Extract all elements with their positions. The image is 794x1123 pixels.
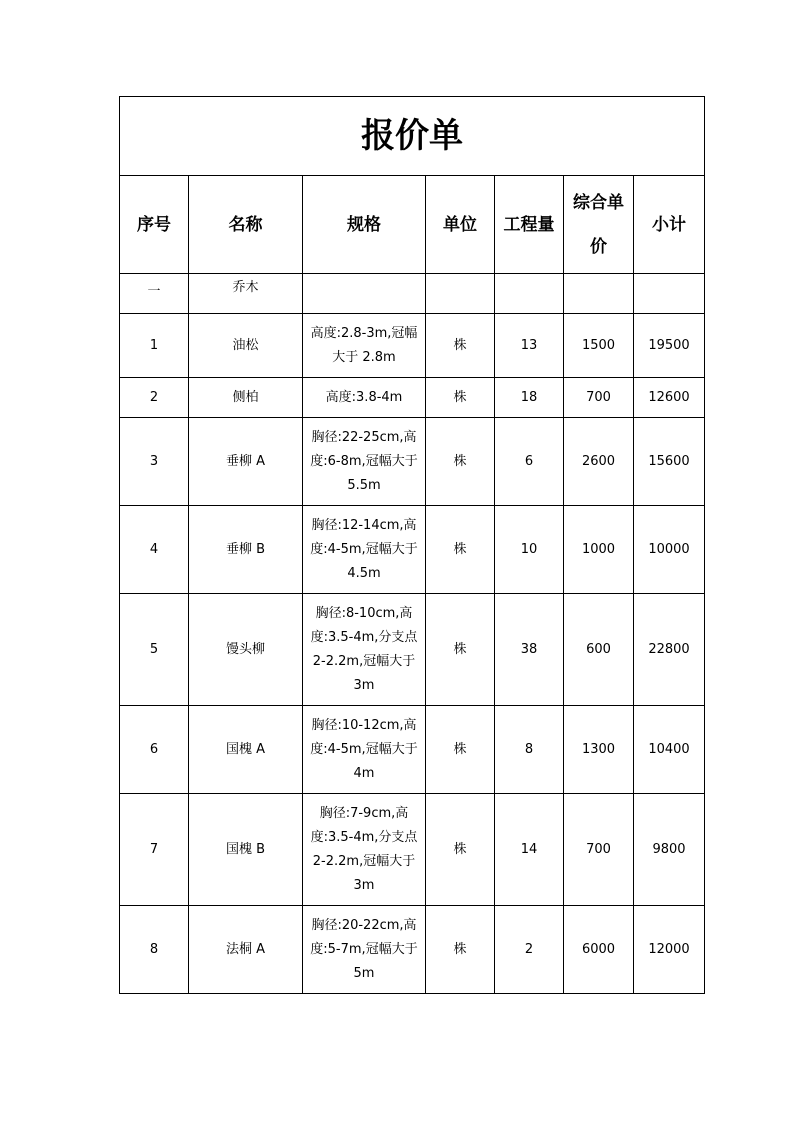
cell-name: 法桐 A	[189, 906, 303, 994]
header-unit-price: 综合单价	[564, 176, 634, 274]
cell-spec: 胸径:20-22cm,高度:5-7m,冠幅大于 5m	[303, 906, 426, 994]
cell-unit: 株	[426, 906, 495, 994]
table-row	[120, 418, 705, 506]
category-seq: 一	[120, 274, 189, 314]
cell-quantity: 38	[495, 594, 564, 706]
cell-spec: 高度:2.8-3m,冠幅大于 2.8m	[303, 314, 426, 378]
cell-quantity: 6	[495, 418, 564, 506]
table-row	[120, 594, 705, 706]
cell-seq: 2	[120, 378, 189, 418]
quote-table	[119, 96, 705, 994]
cell-quantity: 8	[495, 706, 564, 794]
table-row	[120, 794, 705, 906]
cell-seq: 8	[120, 906, 189, 994]
cell-unit: 株	[426, 594, 495, 706]
cell-quantity: 2	[495, 906, 564, 994]
document-title: 报价单	[120, 97, 705, 176]
cell-subtotal: 22800	[634, 594, 705, 706]
cell-seq: 4	[120, 506, 189, 594]
cell-subtotal: 15600	[634, 418, 705, 506]
cell-unit-price: 1500	[564, 314, 634, 378]
cell-unit-price: 700	[564, 794, 634, 906]
cell-unit: 株	[426, 794, 495, 906]
table-row	[120, 314, 705, 378]
cell-subtotal: 19500	[634, 314, 705, 378]
cell-seq: 5	[120, 594, 189, 706]
cell-unit-price: 2600	[564, 418, 634, 506]
cell-unit: 株	[426, 314, 495, 378]
cell-name: 国槐 A	[189, 706, 303, 794]
cell-spec: 胸径:22-25cm,高度:6-8m,冠幅大于 5.5m	[303, 418, 426, 506]
header-name: 名称	[189, 176, 303, 274]
cell-unit: 株	[426, 506, 495, 594]
cell-name: 国槐 B	[189, 794, 303, 906]
table-row	[120, 506, 705, 594]
cell-unit-price: 700	[564, 378, 634, 418]
cell-unit: 株	[426, 378, 495, 418]
table-row	[120, 706, 705, 794]
cell-unit-price: 600	[564, 594, 634, 706]
cell-quantity: 18	[495, 378, 564, 418]
header-row	[120, 176, 705, 274]
cell-spec: 高度:3.8-4m	[303, 378, 426, 418]
cell-name: 油松	[189, 314, 303, 378]
cell-name: 侧柏	[189, 378, 303, 418]
cell-quantity: 10	[495, 506, 564, 594]
category-name: 乔木	[189, 274, 303, 314]
cell-unit-price: 1000	[564, 506, 634, 594]
header-spec: 规格	[303, 176, 426, 274]
cell-spec: 胸径:12-14cm,高度:4-5m,冠幅大于 4.5m	[303, 506, 426, 594]
header-quantity: 工程量	[495, 176, 564, 274]
cell-seq: 7	[120, 794, 189, 906]
table-body	[120, 314, 705, 994]
header-subtotal: 小计	[634, 176, 705, 274]
cell-subtotal: 9800	[634, 794, 705, 906]
cell-spec: 胸径:7-9cm,高度:3.5-4m,分支点 2-2.2m,冠幅大于 3m	[303, 794, 426, 906]
cell-subtotal: 12000	[634, 906, 705, 994]
cell-seq: 1	[120, 314, 189, 378]
cell-seq: 3	[120, 418, 189, 506]
cell-name: 垂柳 A	[189, 418, 303, 506]
cell-subtotal: 12600	[634, 378, 705, 418]
cell-unit-price: 1300	[564, 706, 634, 794]
cell-spec: 胸径:8-10cm,高度:3.5-4m,分支点 2-2.2m,冠幅大于 3m	[303, 594, 426, 706]
cell-unit: 株	[426, 706, 495, 794]
cell-quantity: 13	[495, 314, 564, 378]
cell-subtotal: 10400	[634, 706, 705, 794]
cell-name: 馒头柳	[189, 594, 303, 706]
header-unit: 单位	[426, 176, 495, 274]
cell-unit-price: 6000	[564, 906, 634, 994]
table-row	[120, 378, 705, 418]
cell-seq: 6	[120, 706, 189, 794]
header-seq: 序号	[120, 176, 189, 274]
table-row	[120, 906, 705, 994]
cell-subtotal: 10000	[634, 506, 705, 594]
cell-spec: 胸径:10-12cm,高度:4-5m,冠幅大于 4m	[303, 706, 426, 794]
cell-unit: 株	[426, 418, 495, 506]
cell-quantity: 14	[495, 794, 564, 906]
category-row	[120, 274, 705, 314]
cell-name: 垂柳 B	[189, 506, 303, 594]
